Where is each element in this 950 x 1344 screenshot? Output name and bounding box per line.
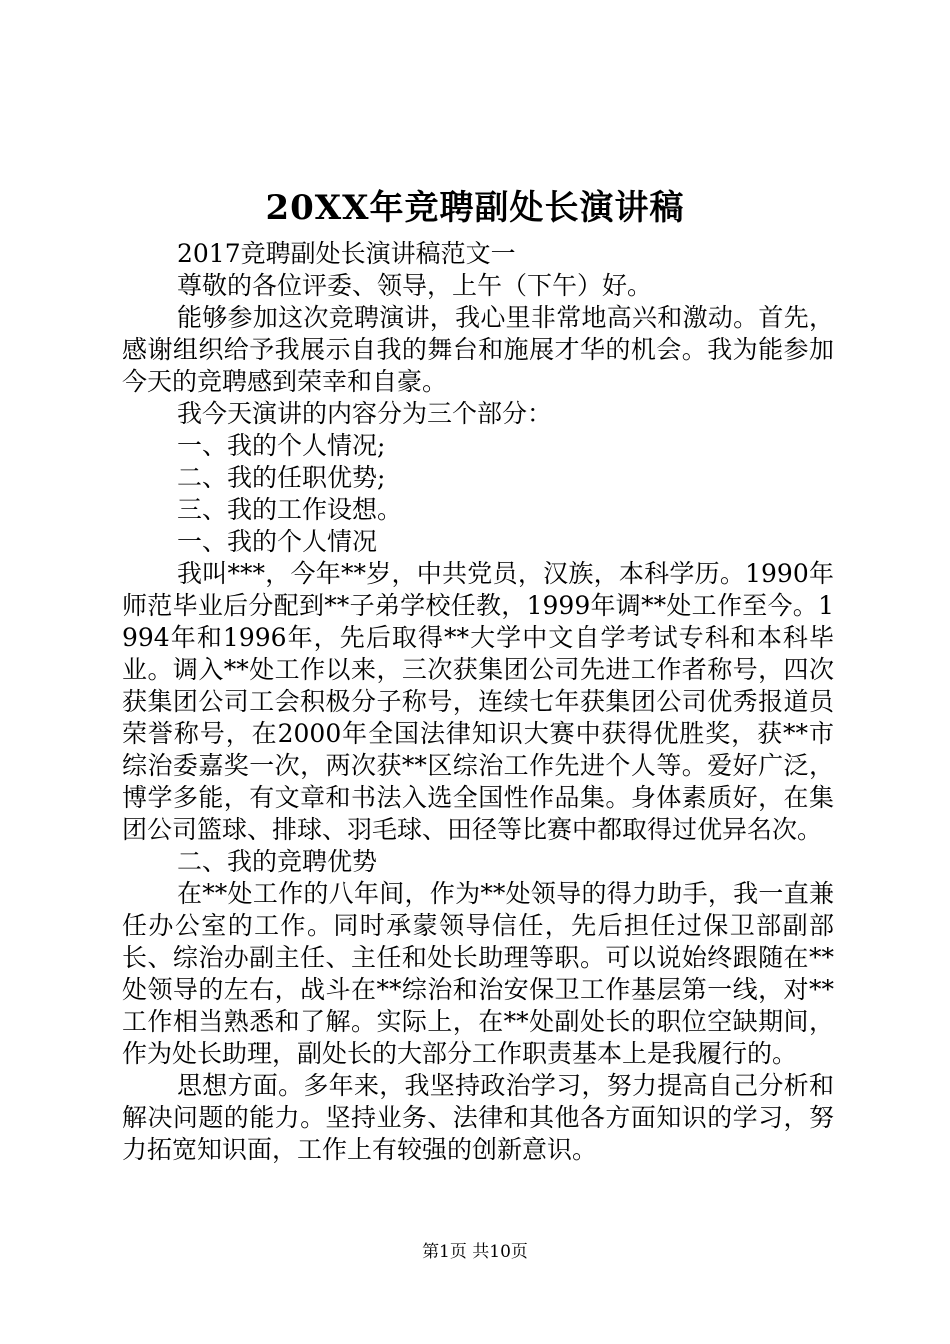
paragraph: 一、我的个人情况;: [177, 431, 386, 460]
document-title: 20XX年竞聘副处长演讲稿: [265, 188, 685, 228]
section-heading: 一、我的个人情况: [177, 527, 378, 556]
paragraph: 在**处工作的八年间，作为**处领导的得力助手，我一直兼任办公室的工作。同时承蒙领导信任，先后担任过保卫部副部长、综治办副主任、主任和处长助理等职。可以说始终跟随在**处领导的左右，战斗在**综治和治安保卫工作基层第一线，对**工作相当熟悉和了解。实际上，在**处副处长的职位空缺期间，作为处长助理，副处长的大部分工作职责基本上是我履行的。: [122, 879, 834, 1068]
paragraph: 尊敬的各位评委、领导，上午（下午）好。: [177, 271, 653, 300]
paragraph: 思想方面。多年来，我坚持政治学习，努力提高自己分析和解决问题的能力。坚持业务、法律和其他各方面知识的学习，努力拓宽知识面，工作上有较强的创新意识。: [122, 1071, 834, 1164]
document-body: [122, 238, 834, 1166]
paragraph: 二、我的任职优势;: [177, 463, 386, 492]
paragraph: 能够参加这次竞聘演讲，我心里非常地高兴和激动。首先，感谢组织给予我展示自我的舞台和施展才华的机会。我为能参加今天的竞聘感到荣幸和自豪。: [122, 303, 834, 396]
page-footer: 第1页 共10页: [422, 1242, 528, 1262]
paragraph: 三、我的工作设想。: [177, 495, 403, 524]
paragraph: 我叫***，今年**岁，中共党员，汉族，本科学历。1990年师范毕业后分配到**子弟学校任教，1999年调**处工作至今。1994年和1996年，先后取得**大学中文自学考试专科和本科毕业。调入**处工作以来，三次获集团公司先进工作者称号，四次获集团公司工会积极分子称号，连续七年获集团公司优秀报道员荣誉称号，在2000年全国法律知识大赛中获得优胜奖，获**市综治委嘉奖一次，两次获**区综治工作先进个人等。爱好广泛，博学多能，有文章和书法入选全国性作品集。身体素质好，在集团公司篮球、排球、羽毛球、田径等比赛中都取得过优异名次。: [122, 559, 834, 844]
paragraph: 2017竞聘副处长演讲稿范文一: [177, 239, 516, 268]
section-heading: 二、我的竞聘优势: [177, 847, 378, 876]
paragraph: 我今天演讲的内容分为三个部分：: [177, 399, 553, 428]
